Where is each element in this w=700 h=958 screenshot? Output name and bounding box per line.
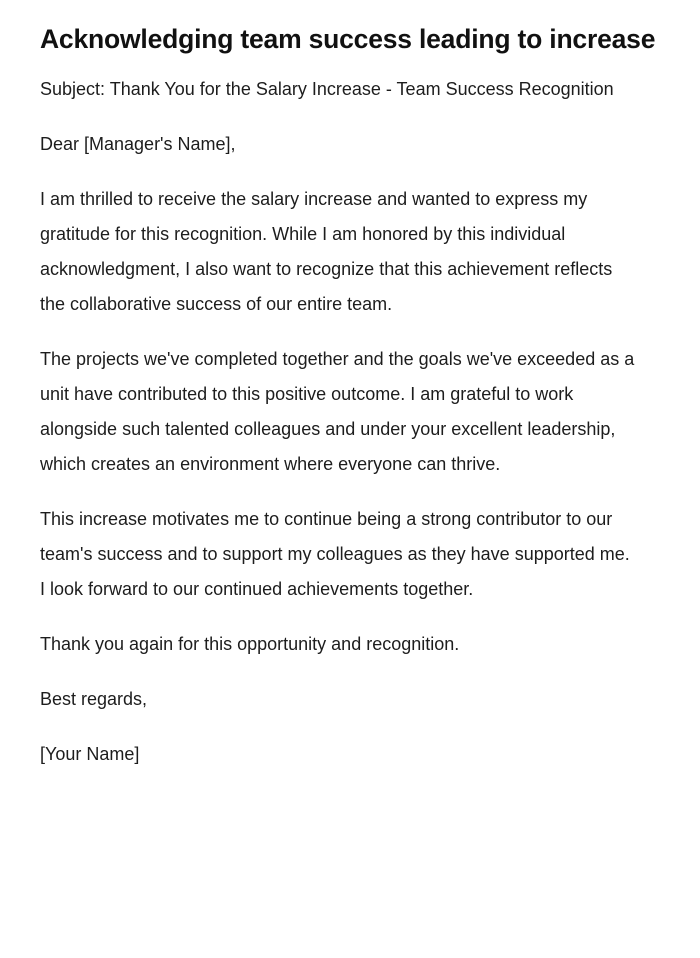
paragraph-body-3: This increase motivates me to continue being a strong contributor to our team's success and to support my colleagues as they have supported me. I look forward to our continued achievements together. <box>40 509 635 599</box>
paragraph-subject: Subject: Thank You for the Salary Increase - Team Success Recognition <box>40 79 614 99</box>
paragraph-thanks: Thank you again for this opportunity and recognition. <box>40 634 460 654</box>
letter-body <box>40 72 660 772</box>
paragraph-signature: [Your Name] <box>40 744 140 764</box>
page-title: Acknowledging team success leading to increase <box>40 24 656 54</box>
paragraph-salutation: Dear [Manager's Name], <box>40 134 236 154</box>
paragraph-body-1: I am thrilled to receive the salary increase and wanted to express my gratitude for this recognition. While I am honored by this individual acknowledgment, I also want to recognize that this achievement reflects the collaborative success of our entire team. <box>40 189 618 314</box>
paragraph-signoff: Best regards, <box>40 689 148 709</box>
paragraph-body-2: The projects we've completed together and the goals we've exceeded as a unit have contributed to this positive outcome. I am grateful to work alongside such talented colleagues and under your excellent leadership, which creates an environment where everyone can thrive. <box>40 349 640 474</box>
